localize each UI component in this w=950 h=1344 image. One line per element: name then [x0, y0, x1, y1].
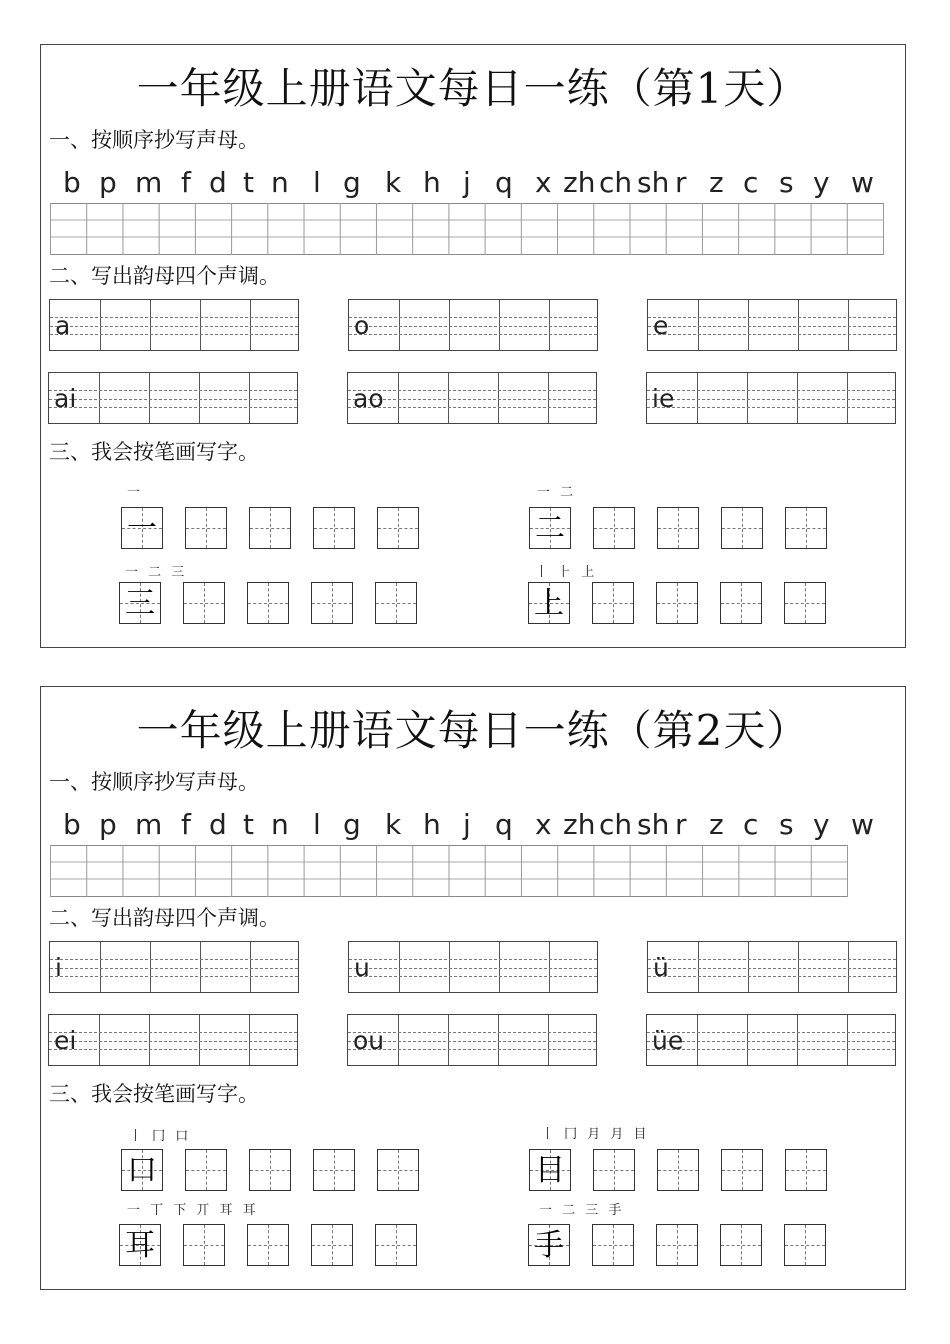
guide-line	[348, 407, 596, 408]
worksheet-title: 一年级上册语文每日一练（第2天）	[136, 706, 810, 755]
practice-box[interactable]	[593, 1149, 635, 1191]
tone-cell[interactable]	[449, 942, 499, 992]
tone-group[interactable]	[647, 299, 897, 351]
model-char: 口	[127, 1153, 157, 1188]
tone-cell[interactable]	[698, 942, 748, 992]
stroke-order: 丨 ⺊ 上	[535, 565, 598, 580]
section-heading-characters: 三、我会按笔画写字。	[49, 440, 259, 464]
model-char: 一	[127, 511, 157, 546]
initial-letter: w	[851, 808, 874, 841]
tone-cell[interactable]	[697, 1015, 747, 1065]
practice-box[interactable]	[657, 1149, 699, 1191]
guide-line	[349, 976, 597, 977]
guide-line	[349, 326, 597, 327]
tone-group[interactable]	[49, 299, 299, 351]
tone-cell[interactable]	[449, 300, 499, 350]
initial-letter: f	[181, 808, 191, 841]
initial-letter: c	[743, 166, 759, 199]
guide-line	[647, 390, 895, 391]
tone-cell[interactable]	[448, 1015, 498, 1065]
tone-cell[interactable]	[848, 942, 898, 992]
initial-letter: m	[135, 166, 163, 199]
initial-letter: s	[779, 808, 794, 841]
guide-line	[648, 317, 896, 318]
guide-line	[647, 1041, 895, 1042]
stroke-order: 丨 冂 口	[129, 1129, 192, 1144]
model-char: 三	[125, 586, 155, 621]
model-char: 目	[535, 1153, 565, 1188]
practice-box[interactable]	[249, 1149, 291, 1191]
tone-cell[interactable]	[748, 942, 798, 992]
initial-letter: j	[463, 166, 471, 199]
practice-box[interactable]	[656, 1224, 698, 1266]
tone-cell[interactable]	[200, 942, 250, 992]
final-label: ou	[353, 1026, 385, 1055]
guide-line	[50, 334, 298, 335]
model-char: 二	[535, 511, 565, 546]
model-char-box	[529, 507, 571, 549]
initial-letter: g	[343, 166, 361, 199]
guide-line	[50, 317, 298, 318]
tone-cell[interactable]	[847, 1015, 897, 1065]
initial-letter: t	[243, 808, 254, 841]
practice-box[interactable]	[375, 582, 417, 624]
tone-cell[interactable]	[249, 1015, 299, 1065]
guide-line	[349, 317, 597, 318]
guide-line	[49, 390, 297, 391]
tone-cell[interactable]	[149, 373, 199, 423]
final-label: a	[55, 311, 71, 340]
tone-cell[interactable]	[747, 1015, 797, 1065]
model-char-box	[119, 582, 161, 624]
initial-letter: q	[495, 808, 513, 841]
practice-box[interactable]	[720, 1224, 762, 1266]
initial-letter: f	[181, 166, 191, 199]
tone-cell[interactable]	[150, 942, 200, 992]
tone-cell[interactable]	[548, 1015, 598, 1065]
final-label: i	[55, 953, 62, 982]
initial-letter: ch	[599, 166, 633, 199]
initial-letter: h	[423, 166, 441, 199]
section-heading-initials: 一、按顺序抄写声母。	[49, 128, 259, 152]
initial-letter: w	[851, 166, 874, 199]
guide-line	[647, 1049, 895, 1050]
tone-cell[interactable]	[747, 373, 797, 423]
tone-cell[interactable]	[448, 373, 498, 423]
tone-group[interactable]	[347, 372, 597, 424]
model-char-box	[121, 1149, 163, 1191]
model-char: 手	[534, 1228, 564, 1263]
initial-letter: s	[779, 166, 794, 199]
tone-cell[interactable]	[798, 300, 848, 350]
tone-group[interactable]	[347, 1014, 597, 1066]
guide-line	[647, 399, 895, 400]
initial-letter: r	[675, 808, 687, 841]
tone-cell[interactable]	[548, 373, 598, 423]
guide-line	[349, 959, 597, 960]
section-heading-characters: 三、我会按笔画写字。	[49, 1082, 259, 1106]
final-label: ie	[652, 384, 675, 413]
initial-letter: y	[813, 808, 830, 841]
initial-letter: y	[813, 166, 830, 199]
four-line-grid-lines	[50, 203, 884, 255]
tone-cell[interactable]	[398, 1015, 448, 1065]
practice-box[interactable]	[247, 1224, 289, 1266]
guide-line	[349, 334, 597, 335]
tone-cell[interactable]	[798, 942, 848, 992]
guide-line	[648, 968, 896, 969]
guide-line	[348, 390, 596, 391]
final-label: e	[653, 311, 669, 340]
initial-letter: b	[63, 808, 81, 841]
final-label: ei	[54, 1026, 77, 1055]
practice-box[interactable]	[721, 507, 763, 549]
tone-group[interactable]	[348, 299, 598, 351]
guide-line	[349, 968, 597, 969]
practice-box[interactable]	[656, 582, 698, 624]
practice-box[interactable]	[311, 582, 353, 624]
practice-box[interactable]	[784, 582, 826, 624]
tone-cell[interactable]	[200, 300, 250, 350]
final-label: u	[354, 953, 370, 982]
tone-group[interactable]	[48, 1014, 298, 1066]
initial-letter: k	[385, 808, 402, 841]
tone-group[interactable]	[48, 372, 298, 424]
initial-letter: h	[423, 808, 441, 841]
model-char-box	[121, 507, 163, 549]
initial-letter: l	[313, 166, 321, 199]
guide-line	[50, 968, 298, 969]
model-char: 上	[534, 586, 564, 621]
practice-box[interactable]	[785, 507, 827, 549]
four-line-grid[interactable]	[50, 845, 848, 897]
initial-letter: sh	[637, 808, 670, 841]
initial-letter: d	[209, 808, 227, 841]
tone-cell[interactable]	[399, 942, 449, 992]
practice-box[interactable]	[185, 507, 227, 549]
initial-letter: x	[535, 166, 552, 199]
guide-line	[648, 976, 896, 977]
tone-cell[interactable]	[99, 1015, 149, 1065]
tone-cell[interactable]	[150, 300, 200, 350]
guide-line	[49, 407, 297, 408]
four-line-grid-lines	[50, 845, 848, 897]
tone-cell[interactable]	[149, 1015, 199, 1065]
tone-cell[interactable]	[498, 373, 548, 423]
stroke-order: 一	[127, 485, 144, 500]
guide-line	[648, 334, 896, 335]
practice-box[interactable]	[720, 582, 762, 624]
practice-box[interactable]	[592, 1224, 634, 1266]
tone-cell[interactable]	[848, 300, 898, 350]
tone-cell[interactable]	[847, 373, 897, 423]
tone-group[interactable]	[647, 941, 897, 993]
practice-box[interactable]	[657, 507, 699, 549]
tone-cell[interactable]	[499, 300, 549, 350]
tone-cell[interactable]	[249, 373, 299, 423]
stroke-order: 一 丅 下 丌 耳 耳	[127, 1203, 259, 1218]
stroke-order: 一 二 三 手	[539, 1203, 625, 1218]
initial-letter: ch	[599, 808, 633, 841]
guide-line	[50, 959, 298, 960]
final-label: ü	[653, 953, 669, 982]
practice-box[interactable]	[183, 1224, 225, 1266]
initial-letter: j	[463, 808, 471, 841]
four-line-grid[interactable]	[50, 203, 884, 255]
tone-group[interactable]	[646, 372, 896, 424]
tone-cell[interactable]	[250, 942, 300, 992]
initial-letter: q	[495, 166, 513, 199]
guide-line	[648, 326, 896, 327]
guide-line	[348, 1049, 596, 1050]
initial-letter: z	[709, 166, 724, 199]
section-heading-initials: 一、按顺序抄写声母。	[49, 770, 259, 794]
guide-line	[348, 399, 596, 400]
guide-line	[648, 959, 896, 960]
stroke-order: 丨 冂 月 月 目	[541, 1127, 650, 1142]
guide-line	[348, 1041, 596, 1042]
final-label: ai	[54, 384, 77, 413]
practice-box[interactable]	[592, 582, 634, 624]
initial-letter: l	[313, 808, 321, 841]
model-char-box	[529, 1149, 571, 1191]
practice-box[interactable]	[721, 1149, 763, 1191]
guide-line	[49, 1032, 297, 1033]
initial-letter: k	[385, 166, 402, 199]
tone-cell[interactable]	[748, 300, 798, 350]
initial-letter: z	[709, 808, 724, 841]
initials-row	[51, 165, 887, 201]
initial-letter: zh	[563, 808, 596, 841]
tone-cell[interactable]	[549, 942, 599, 992]
guide-line	[348, 1032, 596, 1033]
initial-letter: b	[63, 166, 81, 199]
final-label: o	[354, 311, 370, 340]
stroke-order: 一 二	[537, 485, 577, 500]
initial-letter: sh	[637, 166, 670, 199]
initial-letter: n	[271, 808, 289, 841]
tone-group[interactable]	[49, 941, 299, 993]
section-heading-tones: 二、写出韵母四个声调。	[49, 906, 280, 930]
guide-line	[49, 1041, 297, 1042]
worksheet-day-2	[40, 686, 906, 1290]
initial-letter: n	[271, 166, 289, 199]
tone-cell[interactable]	[199, 373, 249, 423]
guide-line	[50, 326, 298, 327]
tone-cell[interactable]	[498, 1015, 548, 1065]
initial-letter: zh	[563, 166, 596, 199]
initial-letter: x	[535, 808, 552, 841]
worksheet-day-1	[40, 44, 906, 648]
stroke-order: 一 二 三	[125, 565, 188, 580]
practice-box[interactable]	[185, 1149, 227, 1191]
practice-box[interactable]	[785, 1149, 827, 1191]
model-char-box	[119, 1224, 161, 1266]
practice-box[interactable]	[377, 1149, 419, 1191]
practice-box[interactable]	[377, 507, 419, 549]
guide-line	[647, 407, 895, 408]
practice-box[interactable]	[313, 1149, 355, 1191]
initials-row	[51, 807, 887, 843]
initial-letter: r	[675, 166, 687, 199]
tone-cell[interactable]	[99, 373, 149, 423]
initial-letter: g	[343, 808, 361, 841]
practice-box[interactable]	[311, 1224, 353, 1266]
practice-box[interactable]	[183, 582, 225, 624]
tone-group[interactable]	[348, 941, 598, 993]
tone-cell[interactable]	[797, 373, 847, 423]
tone-cell[interactable]	[797, 1015, 847, 1065]
tone-cell[interactable]	[698, 300, 748, 350]
worksheet-title: 一年级上册语文每日一练（第1天）	[136, 64, 810, 113]
tone-cell[interactable]	[499, 942, 549, 992]
initial-letter: t	[243, 166, 254, 199]
final-label: ao	[353, 384, 384, 413]
model-char-box	[528, 582, 570, 624]
final-label: üe	[652, 1026, 684, 1055]
practice-box[interactable]	[593, 507, 635, 549]
practice-box[interactable]	[375, 1224, 417, 1266]
tone-group[interactable]	[646, 1014, 896, 1066]
practice-box[interactable]	[313, 507, 355, 549]
practice-box[interactable]	[247, 582, 289, 624]
section-heading-tones: 二、写出韵母四个声调。	[49, 264, 280, 288]
initial-letter: p	[99, 808, 117, 841]
model-char-box	[528, 1224, 570, 1266]
initial-letter: c	[743, 808, 759, 841]
tone-cell[interactable]	[399, 300, 449, 350]
tone-cell[interactable]	[250, 300, 300, 350]
practice-box[interactable]	[784, 1224, 826, 1266]
guide-line	[647, 1032, 895, 1033]
model-char: 耳	[125, 1228, 155, 1263]
practice-box[interactable]	[249, 507, 291, 549]
tone-cell[interactable]	[100, 942, 150, 992]
guide-line	[49, 1049, 297, 1050]
initial-letter: d	[209, 166, 227, 199]
guide-line	[50, 976, 298, 977]
tone-cell[interactable]	[398, 373, 448, 423]
initial-letter: p	[99, 166, 117, 199]
guide-line	[49, 399, 297, 400]
tone-cell[interactable]	[199, 1015, 249, 1065]
tone-cell[interactable]	[549, 300, 599, 350]
tone-cell[interactable]	[100, 300, 150, 350]
tone-cell[interactable]	[697, 373, 747, 423]
initial-letter: m	[135, 808, 163, 841]
